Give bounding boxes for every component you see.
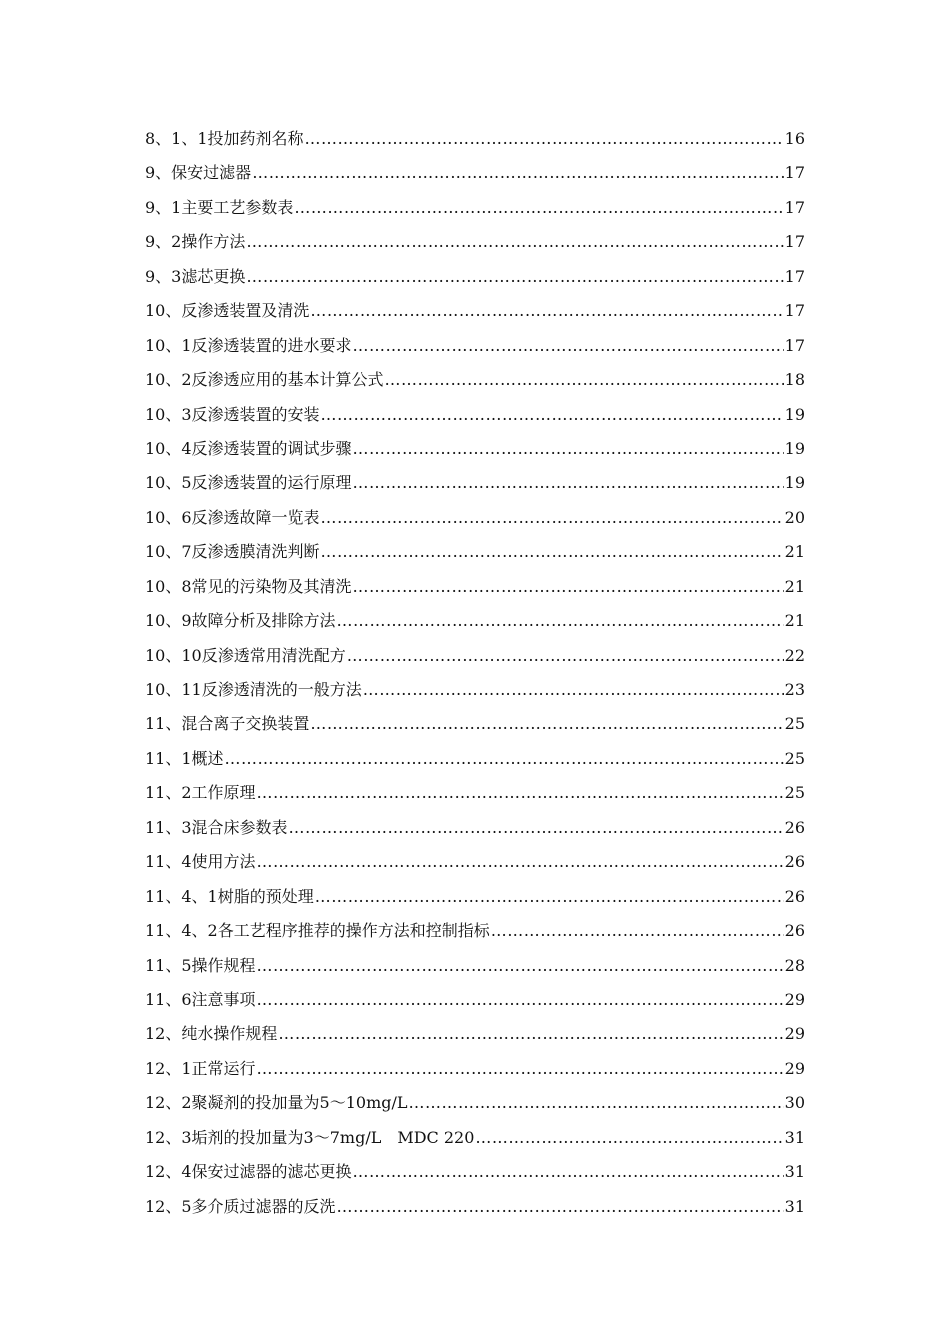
toc-entry [145, 225, 805, 259]
toc-entry-page: 19 [784, 438, 805, 458]
toc-entry-title: 11、混合离子交换装置 [145, 714, 310, 734]
toc-entry-page: 26 [784, 886, 805, 906]
toc-entry-page: 28 [784, 955, 805, 975]
toc-entry-title: 10、1反渗透装置的进水要求 [145, 335, 352, 355]
toc-entry-title: 11、2工作原理 [145, 783, 256, 803]
toc-entry-title: 9、保安过滤器 [145, 163, 252, 183]
toc-entry-title: 11、4、1树脂的预处理 [145, 886, 314, 906]
dot-leader [385, 363, 784, 397]
toc-entry-page: 26 [784, 921, 805, 941]
toc-entry-page: 29 [784, 989, 805, 1009]
toc-entry [145, 673, 805, 707]
toc-entry-title: 12、3垢剂的投加量为3～7mg/L MDC 220 [145, 1127, 475, 1147]
toc-entry-page: 31 [784, 1127, 805, 1147]
dot-leader [475, 1121, 783, 1155]
table-of-contents [145, 122, 805, 1224]
toc-entry-title: 9、3滤芯更换 [145, 266, 246, 286]
dot-leader [305, 122, 784, 156]
toc-entry [145, 845, 805, 879]
toc-entry-page: 17 [784, 197, 805, 217]
toc-entry-title: 11、1概述 [145, 748, 224, 768]
toc-entry-page: 26 [784, 852, 805, 872]
dot-leader [257, 845, 784, 879]
toc-entry [145, 811, 805, 845]
dot-leader [353, 1155, 784, 1189]
toc-entry [145, 742, 805, 776]
dot-leader [257, 776, 784, 810]
dot-leader [246, 225, 783, 259]
toc-entry-page: 17 [784, 232, 805, 252]
toc-entry-title: 12、5多介质过滤器的反洗 [145, 1196, 336, 1216]
toc-entry [145, 363, 805, 397]
toc-entry [145, 398, 805, 432]
toc-entry [145, 294, 805, 328]
toc-entry-page: 17 [784, 266, 805, 286]
toc-entry-page: 22 [784, 645, 805, 665]
toc-entry [145, 1190, 805, 1224]
toc-entry-page: 23 [784, 680, 805, 699]
dot-leader [321, 501, 784, 535]
toc-entry-title: 10、反渗透装置及清洗 [145, 301, 310, 321]
toc-entry [145, 1155, 805, 1189]
toc-entry [145, 466, 805, 500]
toc-entry [145, 639, 805, 673]
toc-entry [145, 1121, 805, 1155]
toc-entry-title: 10、4反渗透装置的调试步骤 [145, 438, 352, 458]
toc-entry-page: 17 [784, 335, 805, 355]
toc-entry-title: 10、2反渗透应用的基本计算公式 [145, 370, 384, 390]
dot-leader [353, 466, 784, 500]
dot-leader [246, 260, 783, 294]
toc-entry-page: 21 [784, 542, 805, 562]
dot-leader [278, 1017, 783, 1051]
toc-entry [145, 1017, 805, 1051]
toc-entry [145, 122, 805, 156]
toc-entry-page: 21 [784, 611, 805, 631]
toc-entry [145, 776, 805, 810]
dot-leader [257, 1052, 784, 1086]
dot-leader [363, 673, 784, 707]
toc-entry-page: 17 [784, 301, 805, 321]
dot-leader [289, 811, 784, 845]
dot-leader [353, 570, 784, 604]
toc-entry-title: 11、6注意事项 [145, 989, 256, 1009]
toc-entry-title: 8、1、1投加药剂名称 [145, 129, 304, 148]
dot-leader [347, 639, 784, 673]
toc-entry-title: 10、9故障分析及排除方法 [145, 611, 336, 631]
dot-leader [321, 535, 784, 569]
toc-entry [145, 329, 805, 363]
toc-entry-page: 19 [784, 404, 805, 424]
toc-entry [145, 880, 805, 914]
toc-entry [145, 432, 805, 466]
dot-leader [310, 707, 783, 741]
toc-entry [145, 1086, 805, 1120]
toc-entry-page: 19 [784, 473, 805, 493]
toc-entry-page: 20 [784, 507, 805, 527]
dot-leader [294, 191, 783, 225]
toc-entry-page: 25 [784, 714, 805, 734]
toc-entry [145, 260, 805, 294]
toc-entry-title: 11、4使用方法 [145, 852, 256, 872]
toc-entry-title: 10、5反渗透装置的运行原理 [145, 473, 352, 493]
toc-entry-page: 29 [784, 1058, 805, 1078]
toc-entry-page: 18 [784, 370, 805, 390]
toc-entry-title: 11、4、2各工艺程序推荐的操作方法和控制指标 [145, 921, 490, 941]
toc-entry [145, 707, 805, 741]
toc-entry-title: 12、1正常运行 [145, 1058, 256, 1078]
dot-leader [337, 1190, 784, 1224]
toc-entry [145, 535, 805, 569]
toc-entry-title: 9、2操作方法 [145, 232, 246, 252]
toc-entry [145, 914, 805, 948]
dot-leader [353, 329, 784, 363]
toc-entry-page: 17 [784, 163, 805, 183]
toc-entry-title: 10、8常见的污染物及其清洗 [145, 576, 352, 596]
toc-entry-title: 10、7反渗透膜清洗判断 [145, 542, 320, 562]
toc-entry [145, 570, 805, 604]
toc-entry-title: 12、纯水操作规程 [145, 1024, 278, 1044]
dot-leader [225, 742, 784, 776]
toc-entry-page: 16 [784, 129, 805, 148]
dot-leader [409, 1086, 784, 1120]
toc-entry-title: 9、1主要工艺参数表 [145, 197, 294, 217]
dot-leader [315, 880, 784, 914]
dot-leader [337, 604, 784, 638]
toc-entry-title: 10、10反渗透常用清洗配方 [145, 645, 346, 665]
toc-entry-page: 26 [784, 817, 805, 837]
toc-entry [145, 983, 805, 1017]
toc-entry [145, 604, 805, 638]
toc-entry-page: 25 [784, 748, 805, 768]
dot-leader [491, 914, 784, 948]
dot-leader [252, 156, 783, 190]
dot-leader [310, 294, 783, 328]
toc-entry-title: 11、5操作规程 [145, 955, 256, 975]
toc-entry [145, 1052, 805, 1086]
toc-entry-page: 29 [784, 1024, 805, 1044]
toc-entry-title: 10、11反渗透清洗的一般方法 [145, 680, 362, 699]
toc-entry-page: 25 [784, 783, 805, 803]
toc-entry-page: 30 [784, 1093, 805, 1113]
toc-entry-title: 10、3反渗透装置的安装 [145, 404, 320, 424]
toc-entry-title: 10、6反渗透故障一览表 [145, 507, 320, 527]
toc-entry-title: 12、2聚凝剂的投加量为5～10mg/L [145, 1093, 408, 1113]
dot-leader [257, 983, 784, 1017]
toc-entry-title: 11、3混合床参数表 [145, 817, 288, 837]
toc-entry [145, 191, 805, 225]
dot-leader [321, 398, 784, 432]
toc-entry [145, 501, 805, 535]
toc-entry-page: 31 [784, 1162, 805, 1182]
toc-entry-page: 31 [784, 1196, 805, 1216]
dot-leader [257, 949, 784, 983]
toc-entry-title: 12、4保安过滤器的滤芯更换 [145, 1162, 352, 1182]
dot-leader [353, 432, 784, 466]
toc-entry [145, 949, 805, 983]
toc-entry-page: 21 [784, 576, 805, 596]
toc-entry [145, 156, 805, 190]
